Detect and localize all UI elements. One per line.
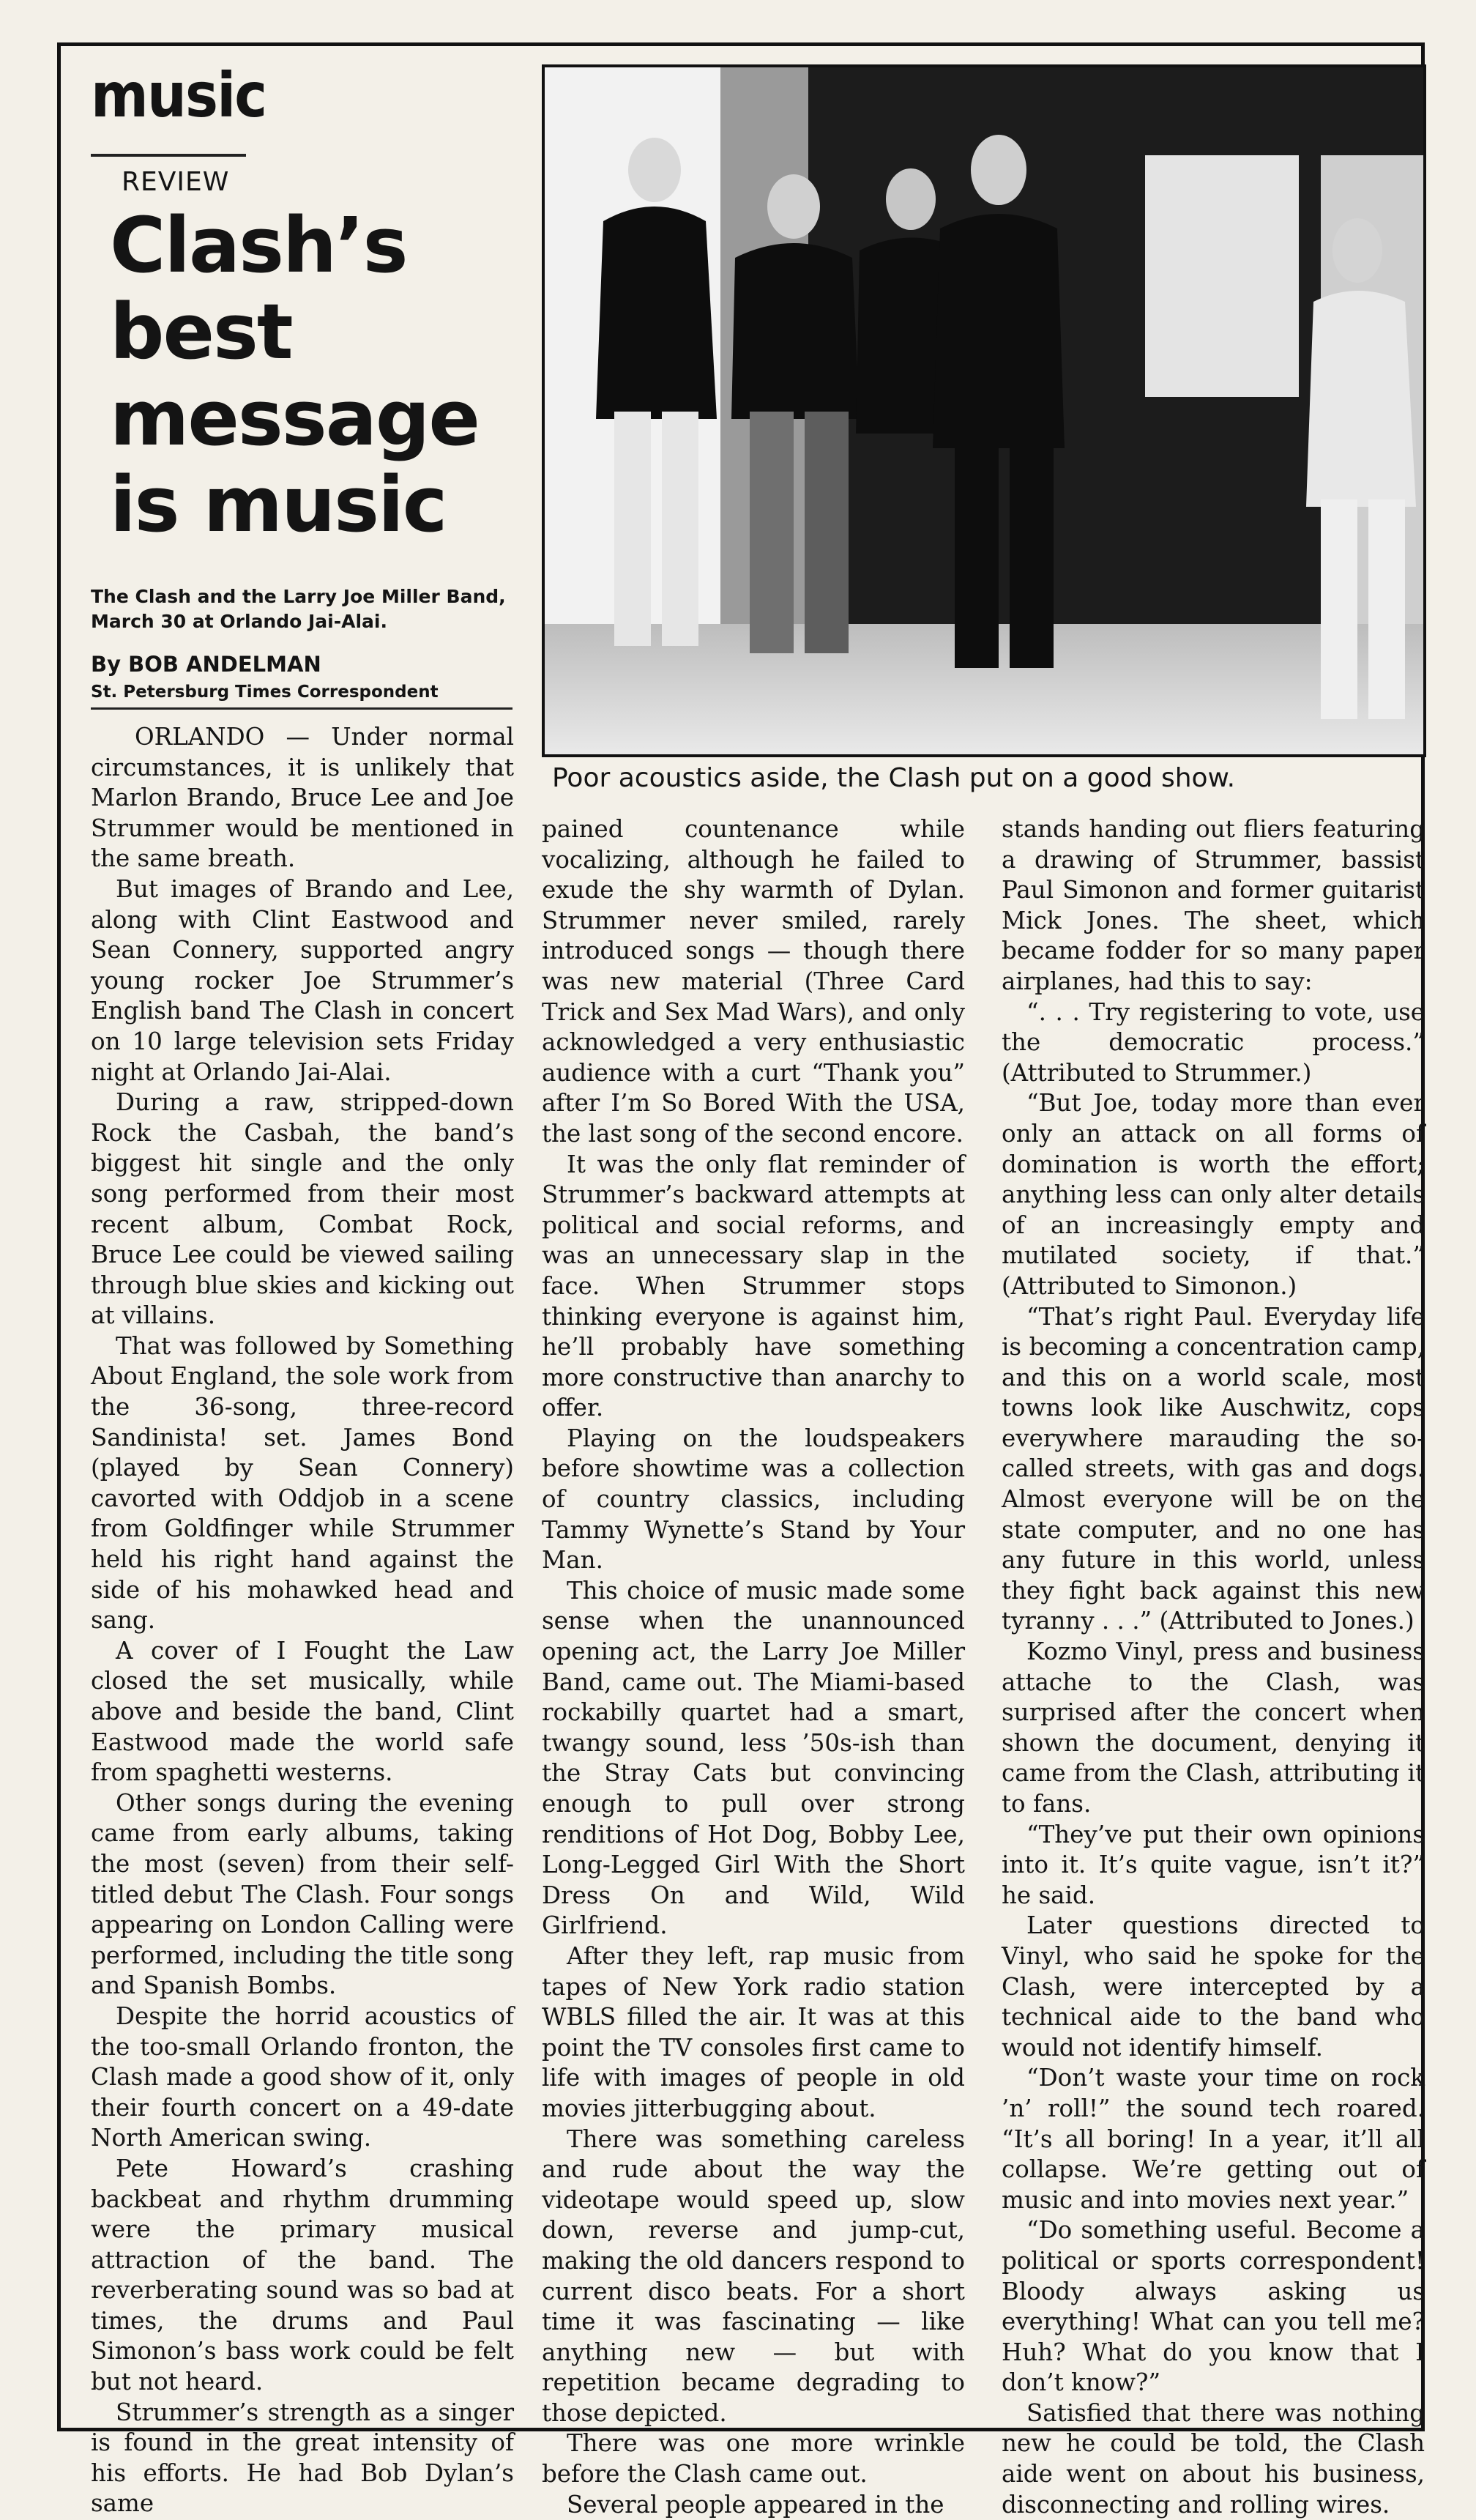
article-column-3 [1002, 814, 1425, 2520]
paragraph: Kozmo Vinyl, press and business attache to the Clash, was surprised after the concert when shown the document, denying it came from the Clash, attributing it to fans. [1002, 1638, 1425, 1818]
paragraph: But images of Brando and Lee, along with Clint Eastwood and Sean Connery, supported angry young rocker Joe Strummer’s English band The Clash in concert on 10 large television sets Friday night at Orlando Jai-Alai. [91, 874, 514, 1086]
paragraph: “. . . Try registering to vote, use the democratic process.” (Attributed to Strummer.) [1002, 997, 1425, 1087]
article-column-2 [542, 814, 965, 2520]
paragraph: stands handing out fliers featuring a drawing of Strummer, bassist Paul Simonon and former guitarist Mick Jones. The sheet, which became fodder for so many paper airplanes, had this to say: [1002, 815, 1425, 995]
paragraph: It was the only flat reminder of Strummer’s backward attempts at political and social reforms, and was an unnecessary slap in the face. When Strummer stops thinking everyone is against him, he’ll probably have something more constructive than anarchy to offer. [542, 1150, 965, 1422]
paragraph: Playing on the loudspeakers before showtime was a collection of country classics, including Tammy Wynette’s Stand by Your Man. [542, 1424, 965, 1575]
headline: Clash’s best message is music [110, 201, 479, 549]
article-column-1 [91, 722, 514, 2519]
paragraph: This choice of music made some sense when the unannounced opening act, the Larry Joe Miller Band, came out. The Miami-based rockabilly quartet had a smart, twangy sound, less ’50s-ish than the Stray Cats but convincing enough to pull over strong renditions of Hot Dog, Bobby Lee, Long-Legged Girl With the Short Dress On and Wild, Wild Girlfriend. [542, 1576, 965, 1940]
paragraph: During a raw, stripped-down Rock the Casbah, the band’s biggest hit single and the only song performed from their most recent album, Combat Rock, Bruce Lee could be viewed sailing through blue skies and kicking out at villains. [91, 1088, 514, 1330]
paragraph: Satisfied that there was nothing new he could be told, the Clash aide went on about his business, disconnecting and rolling wires. [1002, 2398, 1425, 2519]
section-label: music [91, 59, 266, 131]
paragraph: “That’s right Paul. Everyday life is becoming a concentration camp, and this on a world scale, most towns look like Auschwitz, cops everywhere marauding the so-called streets, with gas and dogs. Almost everyone will be on the state computer, and no one has any future in this world, unless they fight back against this new tyranny . . .” (Attributed to Jones.) [1002, 1302, 1425, 1635]
paragraph: There was something careless and rude about the way the videotape would speed up, slow down, reverse and jump-cut, making the old dancers respond to current disco beats. For a short time it was fascinating — like anything new — but with repetition became degrading to those depicted. [542, 2125, 965, 2427]
paragraph: “They’ve put their own opinions into it. It’s quite vague, isn’t it?” he said. [1002, 1820, 1425, 1909]
paragraph: Strummer’s strength as a singer is found in the great intensity of his efforts. He had Bob Dylan’s same [91, 2398, 514, 2518]
paragraph: There was one more wrinkle before the Clash came out. [542, 2429, 965, 2489]
byline-rule [91, 707, 512, 710]
paragraph: Several people appeared in the [567, 2490, 944, 2519]
kicker: REVIEW [122, 167, 230, 197]
paragraph: Later questions directed to Vinyl, who said he spoke for the Clash, were intercepted by a technical aide to the band who would not identify himself. [1002, 1911, 1425, 2062]
paragraph: A cover of I Fought the Law closed the set musically, while above and beside the band, Clint Eastwood made the world safe from spaghetti westerns. [91, 1636, 514, 1787]
paragraph: “Don’t waste your time on rock ’n’ roll!” the sound tech roared. “It’s all boring! In a year, it’ll all collapse. We’re getting out of music and into movies next year.” [1002, 2064, 1425, 2214]
paragraph: “But Joe, today more than ever only an attack on all forms of domination is worth the effort; anything less can only alter details of an increasingly empty and mutilated society, if that.” (Attributed to Simonon.) [1002, 1089, 1425, 1300]
paragraph: Despite the horrid acoustics of the too-small Orlando fronton, the Clash made a good show of it, only their fourth concert on a 49-date North American swing. [91, 2001, 514, 2152]
byline-title: St. Petersburg Times Correspondent [91, 683, 439, 702]
paragraph: After they left, rap music from tapes of New York radio station WBLS filled the air. It was at this point the TV consoles first came to life with images of people in old movies jitterbugging about. [542, 1941, 965, 2122]
paragraph: ORLANDO — Under normal circumstances, it is unlikely that Marlon Brando, Bruce Lee and Joe Strummer would be mentioned in the same breath. [91, 723, 514, 873]
band-photo [542, 64, 1426, 757]
paragraph: Pete Howard’s crashing backbeat and rhythm drumming were the primary musical attraction of the band. The reverberating sound was so bad at times, the drums and Paul Simonon’s bass work could be felt but not heard. [91, 2154, 514, 2396]
deck: The Clash and the Larry Joe Miller Band, March 30 at Orlando Jai-Alai. [91, 586, 506, 632]
paragraph: That was followed by Something About England, the sole work from the 36-song, three-record Sandinista! set. James Bond (played by Sean Connery) cavorted with Oddjob in a scene from Goldfinger while Strummer held his right hand against the side of his mohawked head and sang. [91, 1331, 514, 1635]
paragraph: “Do something useful. Become a political or sports correspondent! Bloody always asking us everything! What can you tell me? Huh? What do you know that I don’t know?” [1002, 2216, 1425, 2397]
paragraph: pained countenance while vocalizing, although he failed to exude the shy warmth of Dylan. Strummer never smiled, rarely introduced songs — though there was new material (Three Card Trick and Sex Mad Wars), and only acknowledged a very enthusiastic audience with a curt “Thank you” after I’m So Bored With the USA, the last song of the second encore. [542, 815, 965, 1148]
byline: By BOB ANDELMAN [91, 652, 321, 677]
section-rule [91, 154, 246, 157]
paragraph: Other songs during the evening came from early albums, taking the most (seven) from their self-titled debut The Clash. Four songs appearing on London Calling were performed, including the title song and Spanish Bombs. [91, 1788, 514, 2000]
photo-caption: Poor acoustics aside, the Clash put on a good show. [552, 763, 1236, 793]
